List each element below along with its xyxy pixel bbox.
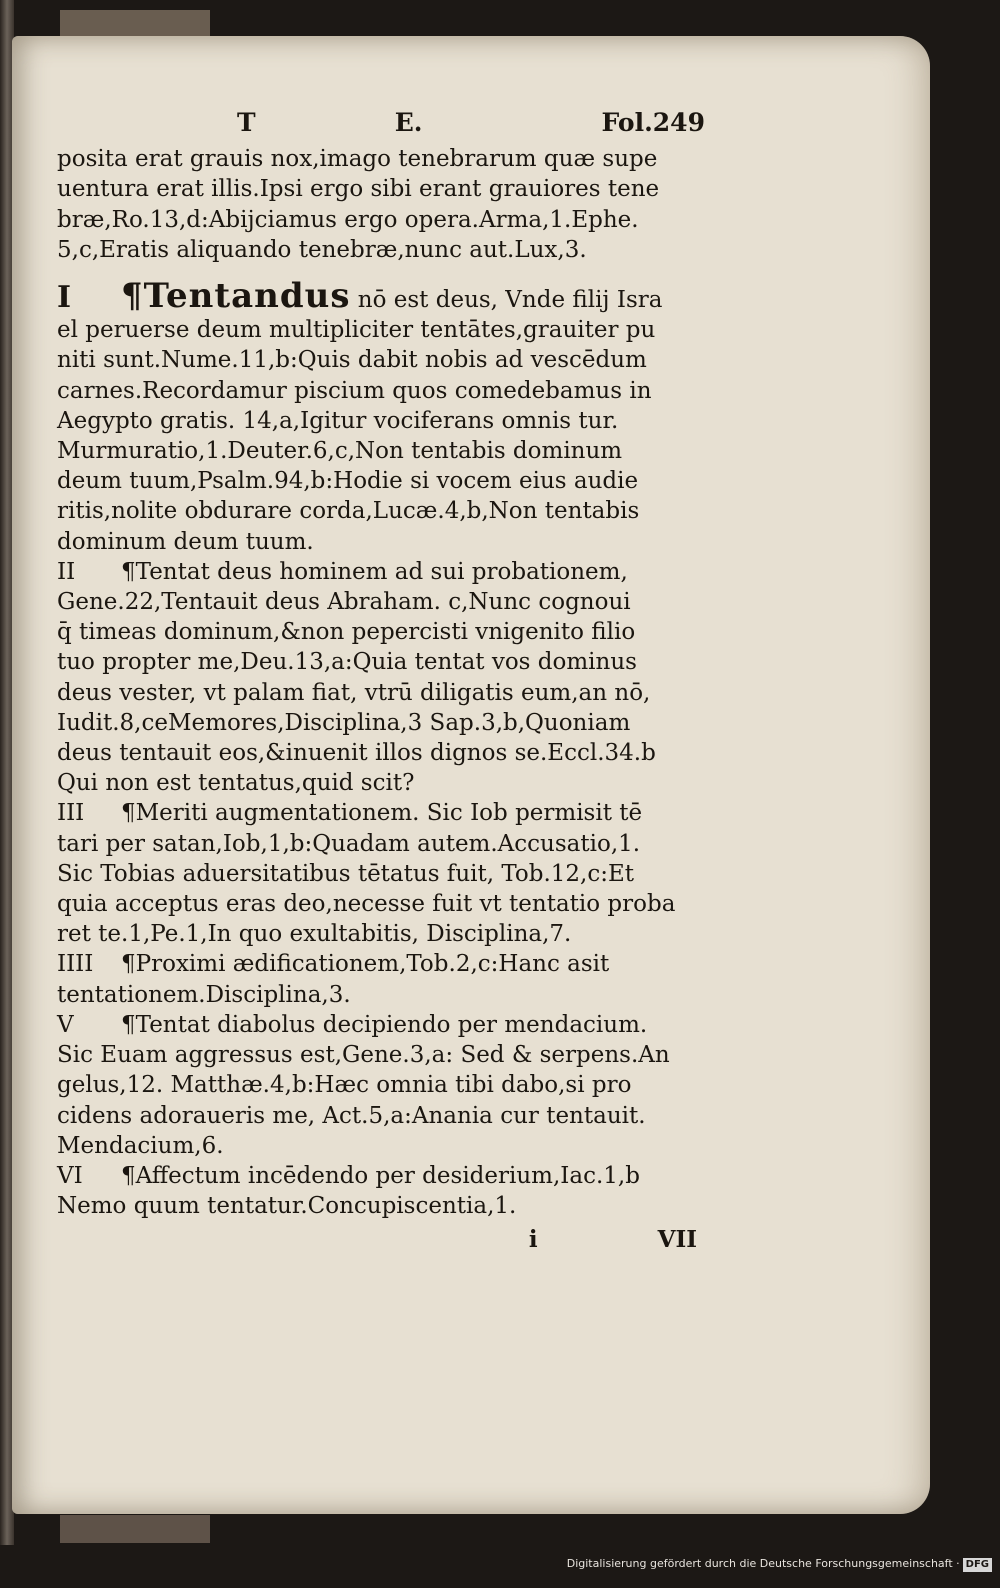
pilcrow-mark: ¶ bbox=[121, 276, 144, 317]
text-line: carnes.Recordamur piscium quos comedebamus in bbox=[57, 377, 652, 404]
text-line: Murmuratio,1.Deuter.6,c,Non tentabis dominum bbox=[57, 438, 623, 465]
folio-number: Fol.249 bbox=[601, 108, 705, 137]
page-edge-bottom bbox=[60, 1515, 210, 1543]
section-first-line bbox=[57, 949, 717, 979]
text-span: ¶Tentat diabolus decipiendo per mendacium. bbox=[121, 1011, 648, 1038]
text-line: posita erat grauis nox,imago tenebrarum quæ supe bbox=[57, 146, 658, 173]
text-span: ¶Tentat deus hominem ad sui probationem, bbox=[121, 558, 628, 585]
page-edge-top bbox=[60, 10, 210, 36]
text-span: ¶Proximi ædificationem,Tob.2,c:Hanc asit bbox=[121, 951, 610, 978]
catchword: VII bbox=[657, 1226, 697, 1254]
text-line: tari per satan,Iob,1,b:Quadam autem.Accusatio,1. bbox=[57, 830, 641, 857]
section-first-line bbox=[57, 1161, 717, 1191]
header-letter-e: E. bbox=[394, 108, 423, 137]
text-line: deus tentauit eos,&inuenit illos dignos se.Eccl.34.b bbox=[57, 740, 656, 767]
text-line: gelus,12. Matthæ.4,b:Hæc omnia tibi dabo,si pro bbox=[57, 1072, 632, 1099]
text-line: Mendacium,6. bbox=[57, 1132, 224, 1159]
text-span: ¶Affectum incēdendo per desiderium,Iac.1,b bbox=[121, 1162, 640, 1189]
section-numeral: V bbox=[57, 1011, 74, 1038]
text-line: dominum deum tuum. bbox=[57, 528, 314, 555]
section-numeral: I bbox=[57, 280, 72, 316]
text-line: deum tuum,Psalm.94,b:Hodie si vocem eius audie bbox=[57, 468, 639, 495]
text-line: Sic Euam aggressus est,Gene.3,a: Sed & serpens.An bbox=[57, 1042, 670, 1069]
credit-text: Digitalisierung gefördert durch die Deutsche Forschungsgemeinschaft · bbox=[566, 1557, 960, 1570]
text-line: Qui non est tentatus,quid scit? bbox=[57, 770, 415, 797]
text-line: deus vester, vt palam fiat, vtrū diligatis eum,an nō, bbox=[57, 679, 651, 706]
page-text bbox=[57, 108, 717, 1256]
section-first-line bbox=[57, 557, 717, 587]
text-line: Iudit.8,ceMemores,Disciplina,3 Sap.3,b,Quoniam bbox=[57, 709, 631, 736]
text-line: tentationem.Disciplina,3. bbox=[57, 981, 351, 1008]
text-line: el peruerse deum multipliciter tentātes,grauiter pu bbox=[57, 317, 656, 344]
catchword-line bbox=[57, 1225, 717, 1255]
text-line: Gene.22,Tentauit deus Abraham. c,Nunc cognoui bbox=[57, 589, 631, 616]
text-line: ritis,nolite obdurare corda,Lucæ.4,b,Non tentabis bbox=[57, 498, 640, 525]
text-span: ¶Meriti augmentationem. Sic Iob permisit tē bbox=[121, 800, 643, 827]
running-header bbox=[57, 108, 717, 138]
text-line: quia acceptus eras deo,necesse fuit vt tentatio proba bbox=[57, 891, 676, 918]
text-line: q̄ timeas dominum,&non pepercisti vnigenito filio bbox=[57, 619, 636, 646]
text-line: Nemo quum tentatur.Concupiscentia,1. bbox=[57, 1193, 517, 1220]
digitization-credit bbox=[567, 1546, 992, 1582]
header-letter-t: T bbox=[237, 108, 256, 137]
section-numeral: IIII bbox=[57, 951, 94, 978]
text-line: ret te.1,Pe.1,In quo exultabitis, Disciplina,7. bbox=[57, 921, 572, 948]
text-line: Sic Tobias aduersitatibus tētatus fuit, Tob.12,c:Et bbox=[57, 860, 635, 887]
signature-mark: i bbox=[528, 1226, 538, 1254]
headword: Tentandus bbox=[143, 276, 351, 317]
text-line: Aegypto gratis. 14,a,Igitur vociferans omnis tur. bbox=[57, 407, 619, 434]
section-numeral: VI bbox=[57, 1162, 83, 1189]
section-heading bbox=[57, 276, 717, 317]
text-line: cidens adoraueris me, Act.5,a:Anania cur tentauit. bbox=[57, 1102, 646, 1129]
section-first-line bbox=[57, 798, 717, 828]
section-numeral: III bbox=[57, 800, 85, 827]
text-line: niti sunt.Nume.11,b:Quis dabit nobis ad vescēdum bbox=[57, 347, 647, 374]
text-line: nō est deus, Vnde filij Isra bbox=[357, 287, 663, 314]
text-line: uentura erat illis.Ipsi ergo sibi erant grauiores tene bbox=[57, 176, 660, 203]
dfg-logo: DFG bbox=[963, 1558, 992, 1572]
text-line: 5,c,Eratis aliquando tenebræ,nunc aut.Lux,3. bbox=[57, 236, 587, 263]
section-first-line bbox=[57, 1010, 717, 1040]
text-line: tuo propter me,Deu.13,a:Quia tentat vos dominus bbox=[57, 649, 637, 676]
text-line: bræ,Ro.13,d:Abijciamus ergo opera.Arma,1.Ephe. bbox=[57, 206, 639, 233]
section-numeral: II bbox=[57, 558, 76, 585]
